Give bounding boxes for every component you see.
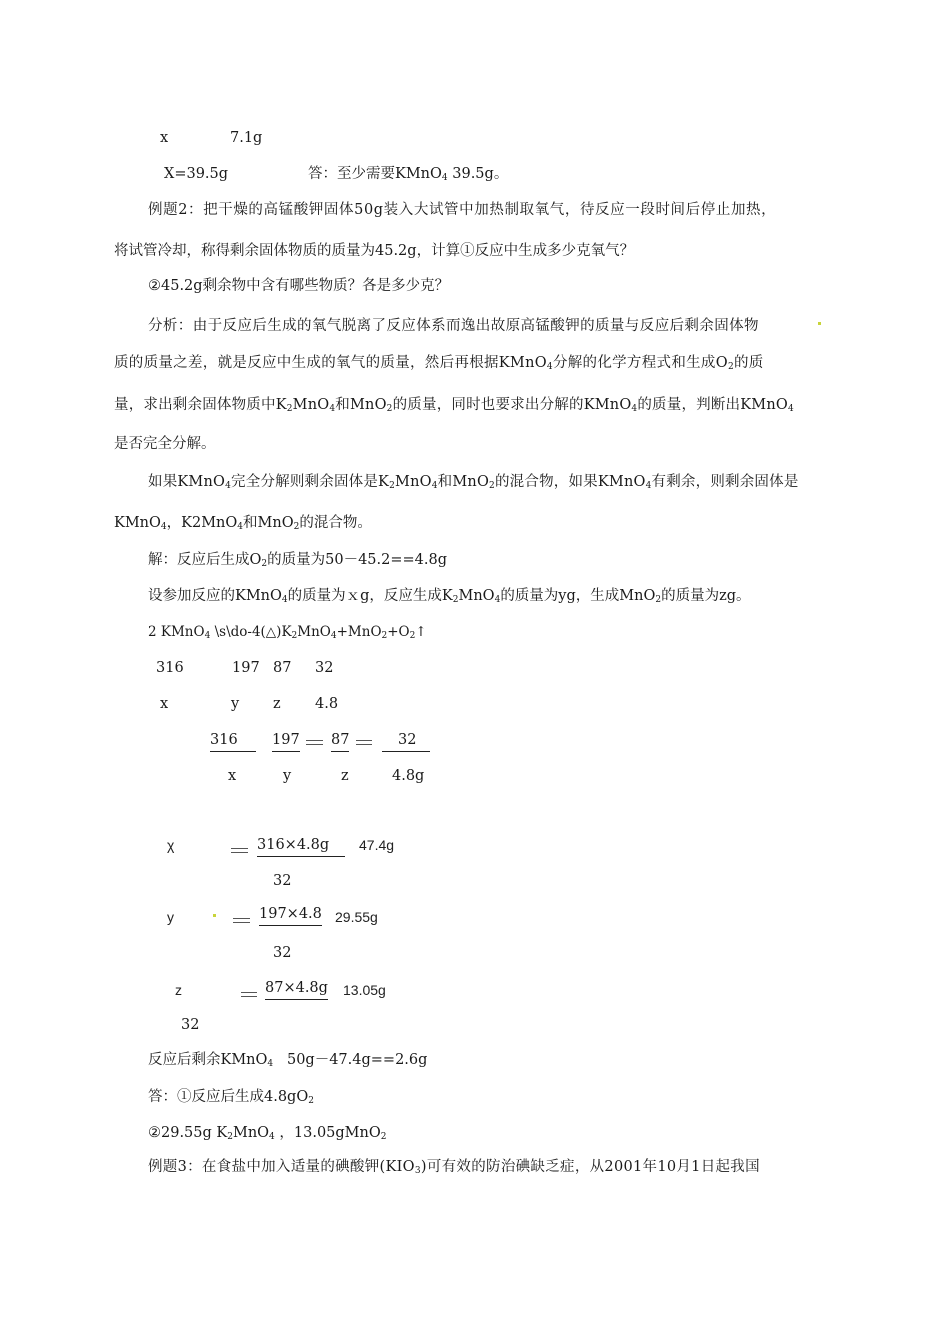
example2-line1: 例题2：把干燥的高锰酸钾固体50g装入大试管中加热制取氧气，待反应一段时间后停止加热， [148,202,777,218]
line-x-result [164,164,509,184]
x-result: X=39.5g [164,166,229,182]
calc-z-numerator: 87×4.8g [265,978,328,1000]
ratio-den-z: z [341,768,349,784]
ratio-num-197: 197 [272,730,300,752]
calc-y-equals [233,918,250,923]
mass-87: 87 [273,660,292,676]
stray-dot-1 [818,322,821,325]
calc-z-denominator: 32 [181,1017,200,1033]
calc-x-var: χ [167,837,175,853]
var-y-row: y [231,696,240,712]
ratio-den-y: y [283,768,292,784]
ratio-num-32: 32 [382,730,430,752]
var-z-row: z [273,696,281,712]
var-48-row: 4.8 [315,696,339,712]
ratio-den-x: x [228,768,237,784]
calc-z-result: 13.05g [343,982,386,998]
calc-x-denominator: 32 [273,873,292,889]
var-x-row: x [160,696,169,712]
if-line2: KMnO$_4$，K2MnO$_4$和MnO$_2$的混合物。 [114,515,372,532]
calc-y-numerator: 197×4.8 [259,904,322,926]
remaining-kmno4: 反应后剩余KMnO$_4$ 50g－47.4g==2.6g [148,1052,428,1069]
calc-y-result: 29.55g [335,909,378,925]
ratio-num-316: 316 [210,730,256,752]
calc-x-result: 47.4g [359,837,395,853]
stray-dot-2 [213,914,216,917]
equals-1 [306,740,323,745]
equals-2 [356,740,372,745]
example2-line2: 将试管冷却，称得剩余固体物质的质量为45.2g，计算①反应中生成多少克氧气？ [114,243,635,259]
answer-line2: ②29.55g $K_2MnO_4$ ，13.05gMnO$_2$ [148,1125,387,1142]
analysis-line2: 质的质量之差，就是反应中生成的氧气的质量，然后再根据KMnO$_4$分解的化学方程式和生成$O_2$的质 [114,355,764,372]
analysis-line3: 量，求出剩余固体物质中$K_2MnO_4$和MnO$_2$的质量，同时也要求出分解的KMnO$_4$的质量，判断出KMnO$_4$ [114,397,794,414]
analysis-line1: 分析：由于反应后生成的氧气脱离了反应体系而逸出故原高锰酸钾的质量与反应后剩余固体物 [148,318,759,334]
solution-setup: 设参加反应的KMnO$_4$的质量为ｘg，反应生成$K_2MnO_4$的质量为yg，生成MnO$_2$的质量为zg。 [148,588,751,605]
answer-line1: 答：①反应后生成$4.8gO_2$ [148,1089,314,1106]
ratio-den-48g: 4.8g [392,768,425,784]
ratio-num-87: 87 [331,730,349,752]
mass-316: 316 [156,660,184,676]
chemical-equation: 2 KMnO$_4$ $\backslash s\backslash do-4(\triangle)K_2MnO_4+MnO_2+O_2↑$ [148,624,427,641]
mass-7-1: 7.1g [230,130,263,146]
line-x-mass [160,128,263,148]
mass-197: 197 [232,660,260,676]
var-x: x [160,130,169,146]
calc-x-equals [231,848,248,853]
mass-32: 32 [315,660,334,676]
example2-line3: ②45.2g剩余物中含有哪些物质？各是多少克？ [148,278,450,294]
calc-x-numerator: 316×4.8g [257,835,345,857]
calc-z-equals [241,992,257,997]
answer-1: 答：至少需要KMnO$_4$ 39.5g。 [308,166,509,183]
calc-y-denominator: 32 [273,945,292,961]
calc-y-var: y [167,909,174,925]
calc-z-var: z [175,982,182,998]
analysis-line4: 是否完全分解。 [114,436,216,452]
example3-line1: 例题3：在食盐中加入适量的碘酸钾$(KIO_3)$可有效的防治碘缺乏症，从2001年10月1日起我国 [148,1159,760,1176]
solution-line1: 解：反应后生成$O_2$的质量为50－45.2==4.8g [148,552,448,569]
if-line1: 如果KMnO$_4$完全分解则剩余固体是$K_2MnO_4$和MnO$_2$的混合物，如果KMnO$_4$有剩余，则剩余固体是 [148,474,799,491]
